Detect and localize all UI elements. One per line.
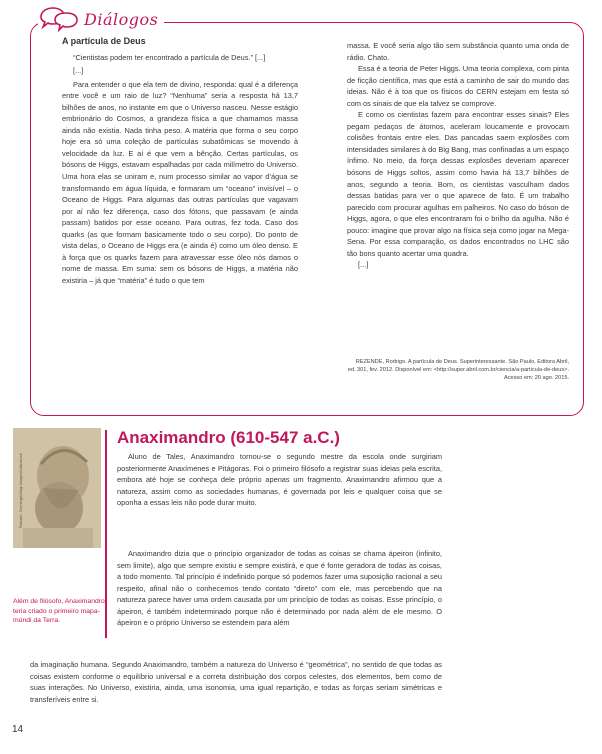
section-title: Anaximandro (610-547 a.C.) (117, 428, 340, 447)
article-ellipsis: [...] (358, 260, 369, 270)
caption-divider (105, 430, 107, 638)
bust-image (13, 428, 101, 548)
anaximandro-portrait (13, 428, 101, 548)
article-paragraph: massa. E você seria algo tão sem substância quanto uma onda de rádio. Chato. (347, 41, 569, 62)
article-paragraph: E como os cientistas fazem para encontrar esses sinais? Eles pegam pedaços de átomos, aceleram loucamente e provocam colisões frontais entre eles. Das pancadas saem explosões com intensidades similares à do Big Bang, mas confinadas a um espaço ínfimo. No meio, da força dessas explosões deveriam aparecer bósons de Higgs soltos, assim como havia há 13,7 bilhões de anos, segundo a teoria. Bom, os cientistas vasculham dados dessas batidas para ver o que aparece de fato. É um trabalho parecido com procurar agulhas em palheiros. No caso do bóson de Higgs, agora, o que eles encontraram foi o brilho da agulha. Não é pouco: imagine que provar algo na física seja como jogar na Mega-Sena. Por essa comparação, os dados encontrados no LHC são tão bons quanto acertar uma quadra. (347, 110, 569, 258)
article-ellipsis: [...] (73, 66, 84, 76)
article-title: A partícula de Deus (62, 36, 146, 46)
body-paragraph: Anaximandro dizia que o princípio organizador de todas as coisas se chama ápeiron (infinito, sem limite), algo que sempre existiu e sempre existirá, e que é fonte geradora de todas as coisas, a todo momento. Tal princípio é indefinido porque só podemos fazer uma suposição racional a seu respeito, afinal não o conhecemos tendo contato “direto” com ele, mas percebendo que na natureza parece haver uma ordem causada por um princípio de todas as coisas. Esse princípio, o ápeiron, é também indeterminado porque não é determinado por nada além de ele mesmo. O ápeiron e o próprio Universo se estendem para além (117, 549, 442, 627)
article-paragraph: Para entender o que ela tem de divino, responda: qual é a diferença entre você e um raio de luz? “Nenhuma” seria a resposta há 13,7 bilhões de anos, no instante em que o Universo nasceu. Nesse estágio embrionário do Cosmos, a grandeza física a que chamamos massa ainda não existia. Nada tinha peso. A matéria que forma o seu corpo hoje era só uma coleção de partículas subatômicas se movendo à velocidade da luz. E aí é que vem a bênção. Certas partículas, os bósons de Higgs, estavam espalhadas por cada milímetro do Universo. Uma hora elas se uniram e, num processo similar ao vapor d’água se transformando em água líquida, e formaram um “oceano” invisível – o Oceano de Higgs. Para algumas das outras partículas que vagavam por aí não fez diferença, caso dos fótons, que passavam (e ainda passam) batidos por esse oceano. Para outras, fez toda. Caso dos quarks (as que formam basicamente todo o seu corpo). Do ponto de vista delas, o Oceano de Higgs era (e ainda é) como um óleo denso. E à força que os quarks fazem para atravessar esse óleo nós damos o nome de massa. Em suma: sem os bósons de Higgs, a matéria não existiria – já que “matéria” é tudo o que tem (62, 79, 298, 285)
speech-bubbles-icon (38, 6, 80, 32)
dialogos-header (38, 4, 164, 34)
page-number: 14 (12, 724, 24, 735)
portrait-caption: Além de filósofo, Anaximandro teria criado o primeiro mapa-múndi da Terra. (13, 598, 105, 624)
body-paragraph: Aluno de Tales, Anaximandro tornou-se o segundo mestre da escola onde surgiriam posteriormente Anaxímenes e Pitágoras. Foi o primeiro filósofo a registrar suas ideias pela escrita, embora até hoje se conheça dele próprio apenas um fragmento. Anaximandro afirmou que a natureza, assim como as sociedades humanas, é governada por leis e qualquer coisa que se oponha a essas leis não pode durar muito. (117, 452, 442, 507)
article-paragraph: “Cientistas podem ter encontrado a partícula de Deus.” [...] (73, 52, 266, 62)
article-left-column (62, 36, 298, 286)
article-reference: REZENDE, Rodrigo. A partícula de Deus. Superinteressante. São Paulo, Editora Abril, ed. 301, fev. 2012. Disponível em: <http://super.abril.com.br/ciencia/a-particula-de-deus>. Acesso em: 20 ago. 2015. (347, 359, 569, 382)
article-right-column (347, 40, 569, 271)
section-heading: Diálogos (84, 9, 159, 29)
body-paragraph-continued: da imaginação humana. Segundo Anaximandro, também a natureza do Universo é “geométrica”, no sentido de que todas as coisas existem conforme o equilíbrio universal e a correta distribuição dos corpos celestes, dos elementos, bem como de suas interações. No Universo, existiria, ainda, uma isonomia, uma igual repartição, e todas as forças seriam simétricas e transferíveis entre si. (30, 660, 442, 704)
article-paragraph: Essa é a teoria de Peter Higgs. Uma teoria complexa, com pinta de ficção científica, mas que está a caminho de sair do mundo das ideias. Não é à toa que os físicos do CERN estejam em festa só com os sinais de que ela talvez se comprove. (347, 64, 569, 108)
photo-credit: Rabatti - Domingie/Akg-Images/Latinstock (18, 453, 23, 528)
